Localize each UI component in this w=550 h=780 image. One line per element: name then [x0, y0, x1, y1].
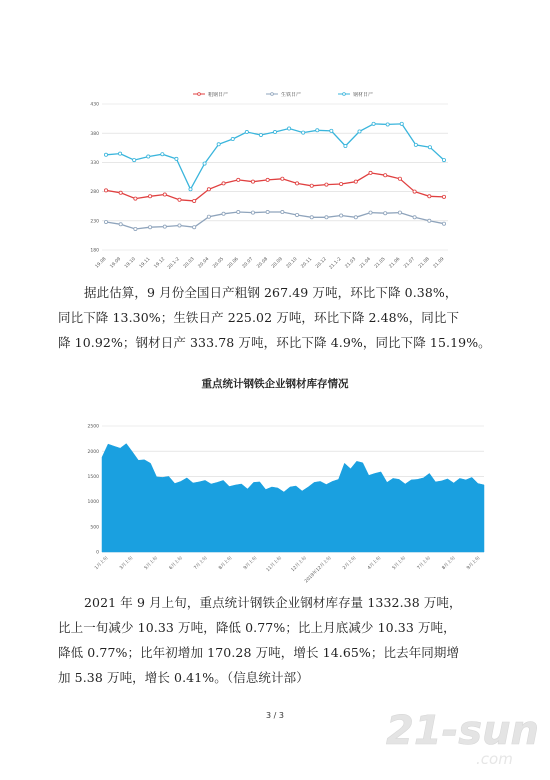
x-tick-label: 20.08 [256, 256, 270, 270]
data-point [217, 143, 220, 146]
y-tick-label: 2500 [87, 424, 99, 430]
paragraph-line: 降 10.92%；钢材日产 333.78 万吨，环比下降 4.9%，同比下降 15.19%。 [58, 335, 491, 350]
paragraph-line: 2021 年 9 月上旬，重点统计钢铁企业钢材库存量 1332.38 万吨， [84, 595, 462, 610]
inventory-area [102, 444, 484, 552]
x-tick-label: 20.03 [182, 256, 196, 270]
data-point [295, 213, 298, 216]
data-point [369, 211, 372, 214]
data-point [442, 158, 445, 161]
data-point [104, 220, 107, 223]
data-point [372, 122, 375, 125]
data-point [222, 182, 225, 185]
data-point [386, 123, 389, 126]
data-point [316, 129, 319, 132]
data-point [237, 210, 240, 213]
data-point [222, 212, 225, 215]
data-point [266, 178, 269, 181]
data-point [302, 131, 305, 134]
legend-label: 生铁日产 [281, 92, 302, 98]
data-point [398, 211, 401, 214]
y-tick-label: 1500 [87, 475, 99, 480]
data-point [384, 212, 387, 215]
data-point [325, 183, 328, 186]
section-heading: 重点统计钢铁企业钢材库存情况 [201, 378, 349, 390]
data-point [245, 130, 248, 133]
paragraph-output-estimate [58, 280, 498, 355]
data-point [161, 153, 164, 156]
data-point [175, 157, 178, 160]
data-point [148, 226, 151, 229]
data-point [251, 180, 254, 183]
paragraph-line: 比上一旬减少 10.33 万吨，降低 0.77%；比上月底减少 10.33 万吨， [58, 620, 456, 635]
area-chart-svg [76, 416, 488, 586]
y-tick-label: 1000 [87, 500, 99, 506]
data-point [310, 184, 313, 187]
data-point [203, 162, 206, 165]
y-tick-label: 0 [96, 550, 99, 556]
x-tick-label: 20.11 [300, 256, 314, 270]
data-point [358, 130, 361, 133]
data-point [287, 127, 290, 130]
data-point [133, 158, 136, 161]
data-point [273, 130, 276, 133]
data-point [104, 189, 107, 192]
legend-marker [343, 93, 346, 96]
data-point [237, 178, 240, 181]
data-point [119, 191, 122, 194]
data-point [428, 195, 431, 198]
data-point [344, 144, 347, 147]
x-tick-label: 20.10 [285, 256, 299, 270]
data-point [310, 216, 313, 219]
inventory-area-chart [76, 416, 488, 586]
x-tick-label: 19.08 [94, 256, 108, 270]
paragraph-line: 降低 0.77%；比年初增加 170.28 万吨，增长 14.65%；比去年同期增 [58, 645, 460, 660]
data-point [266, 210, 269, 213]
x-tick-label: 2月上旬 [342, 555, 358, 571]
y-tick-label: 330 [90, 161, 99, 166]
data-point [281, 210, 284, 213]
series-line [106, 173, 444, 201]
data-point [428, 146, 431, 149]
x-tick-label: 20.07 [241, 256, 255, 270]
data-point [281, 177, 284, 180]
data-point [414, 143, 417, 146]
x-tick-label: 3月上旬 [119, 555, 135, 571]
data-point [231, 137, 234, 140]
x-tick-label: 5月上旬 [143, 555, 160, 571]
x-tick-label: 19.09 [109, 256, 123, 270]
x-tick-label: 4月上旬 [367, 555, 383, 571]
data-point [119, 223, 122, 226]
svg-text:.com: .com [476, 750, 513, 768]
data-point [104, 153, 107, 156]
legend-label: 钢材日产 [353, 92, 374, 98]
data-point [251, 211, 254, 214]
page-number: 3 / 3 [266, 711, 284, 720]
data-point [118, 152, 121, 155]
data-point [193, 226, 196, 229]
data-point [413, 216, 416, 219]
data-point [178, 198, 181, 201]
data-point [369, 171, 372, 174]
x-tick-label: 9月上旬 [466, 555, 482, 571]
data-point [134, 227, 137, 230]
legend-label: 粗钢日产 [208, 92, 229, 98]
line-chart-svg [88, 92, 458, 272]
x-tick-label: 20.06 [227, 256, 240, 270]
y-tick-label: 180 [90, 248, 99, 254]
x-tick-label: 21.05 [373, 256, 387, 270]
x-tick-label: 20.05 [212, 256, 225, 270]
x-tick-label: 20.09 [271, 256, 284, 270]
x-tick-label: 8月上旬 [218, 555, 234, 571]
data-point [178, 224, 181, 227]
data-point [354, 180, 357, 183]
data-point [193, 199, 196, 202]
data-point [442, 195, 445, 198]
y-tick-label: 230 [90, 219, 99, 225]
daily-output-line-chart [88, 92, 458, 272]
data-point [398, 177, 401, 180]
svg-text:21-sun: 21-sun [386, 708, 540, 754]
x-tick-label: 19.10 [124, 256, 137, 270]
data-point [442, 222, 445, 225]
data-point [207, 215, 210, 218]
data-point [189, 188, 192, 191]
x-tick-label: 21.06 [388, 256, 402, 270]
x-tick-label: 20.1-2 [167, 256, 181, 271]
paragraph-inventory [58, 590, 498, 690]
data-point [325, 216, 328, 219]
x-tick-label: 5月上旬 [391, 555, 408, 571]
data-point [330, 129, 333, 132]
y-tick-label: 280 [90, 190, 99, 196]
x-tick-label: 21.1-2 [328, 256, 343, 271]
x-tick-label: 6月上旬 [168, 555, 184, 571]
data-point [400, 122, 403, 125]
x-tick-label: 19.12 [153, 256, 167, 270]
x-tick-label: 2019年12月上旬 [304, 555, 333, 585]
x-tick-label: 21.03 [344, 256, 358, 270]
legend-marker [198, 93, 201, 96]
data-point [163, 193, 166, 196]
data-point [259, 133, 262, 136]
data-point [384, 174, 387, 177]
x-tick-label: 9月上旬 [243, 555, 259, 571]
x-tick-label: 7月上旬 [193, 555, 209, 571]
data-point [163, 225, 166, 228]
data-point [134, 197, 137, 200]
data-point [340, 214, 343, 217]
data-point [207, 188, 210, 191]
x-tick-label: 12月上旬 [290, 555, 308, 574]
y-tick-label: 500 [90, 525, 99, 531]
x-tick-label: 21.08 [418, 256, 431, 270]
data-point [354, 216, 357, 219]
data-point [295, 182, 298, 185]
watermark-logo [372, 700, 542, 772]
x-tick-label: 7月上旬 [416, 555, 432, 571]
x-tick-label: 8月上旬 [441, 555, 457, 571]
data-point [148, 195, 151, 198]
y-tick-label: 380 [90, 131, 99, 137]
x-tick-label: 20.04 [197, 256, 211, 270]
watermark-logo-svg [372, 700, 542, 772]
x-tick-label: 19.11 [138, 256, 152, 270]
y-tick-label: 2000 [87, 449, 99, 455]
paragraph-line: 据此估算，9 月份全国日产粗钢 267.49 万吨，环比下降 0.38%， [84, 285, 458, 300]
x-tick-label: 21.09 [432, 256, 446, 270]
data-point [147, 155, 150, 158]
paragraph-line: 同比下降 13.30%；生铁日产 225.02 万吨，环比下降 2.48%，同比下 [58, 310, 460, 325]
data-point [340, 182, 343, 185]
data-point [413, 190, 416, 193]
x-tick-label: 20.12 [315, 256, 328, 270]
x-tick-label: 21.04 [359, 256, 372, 270]
y-tick-label: 430 [90, 102, 99, 108]
paragraph-line: 加 5.38 万吨，增长 0.41%。（信息统计部） [58, 670, 309, 685]
x-tick-label: 21.07 [403, 256, 417, 270]
data-point [428, 219, 431, 222]
x-tick-label: 11月上旬 [265, 555, 284, 574]
x-tick-label: 1月上旬 [94, 555, 110, 571]
legend-marker [271, 93, 274, 96]
